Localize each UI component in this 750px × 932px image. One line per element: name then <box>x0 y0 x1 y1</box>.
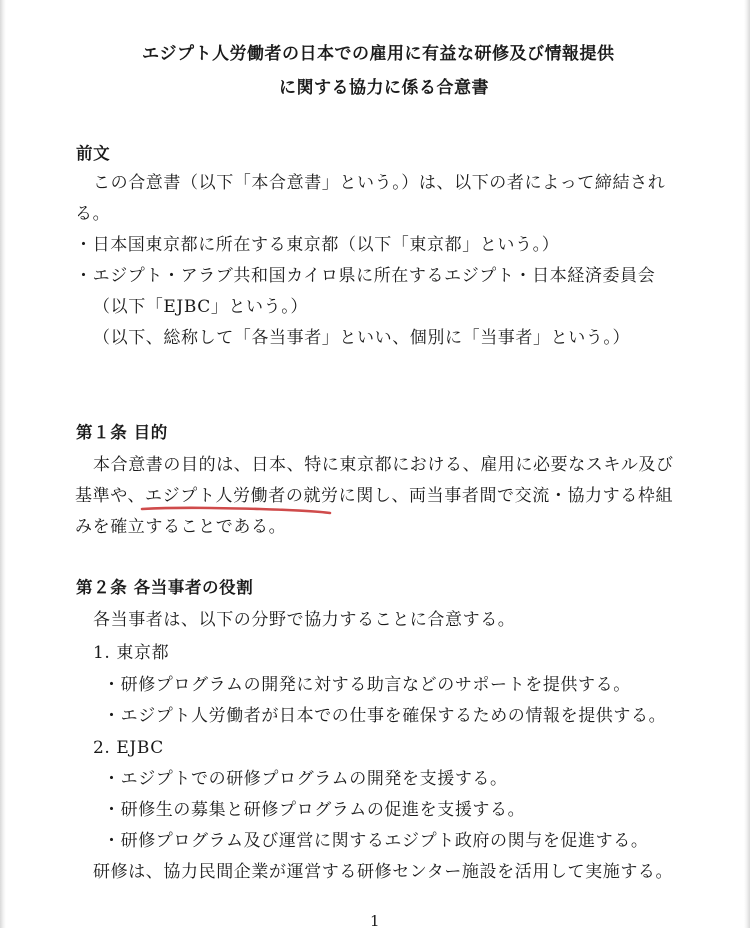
preamble-heading: 前文 <box>76 144 111 163</box>
preamble-party-2-line-1: ・エジプト・アラブ共和国カイロ県に所在するエジプト・日本経済委員会 <box>75 266 656 286</box>
article-1-line-1: 本合意書の目的は、日本、特に東京都における、雇用に必要なスキル及び <box>93 455 674 475</box>
preamble-party-2-line-2: （以下「EJBC」という。） <box>93 297 308 317</box>
article-2-closing: 研修は、協力民間企業が運営する研修センター施設を活用して実施する。 <box>93 862 674 882</box>
preamble-party-1: ・日本国東京都に所在する東京都（以下「東京都」という。） <box>75 235 560 255</box>
article-2-intro: 各当事者は、以下の分野で協力することに合意する。 <box>93 610 516 630</box>
article-2-item-1-label: 1. 東京都 <box>93 643 170 663</box>
article-1-heading: 第１条 目的 <box>76 423 168 442</box>
article-2-item-1-bullet-2: ・エジプト人労働者が日本での仕事を確保するための情報を提供する。 <box>103 706 667 726</box>
document-title-line-1: エジプト人労働者の日本での雇用に有益な研修及び情報提供 <box>142 44 615 64</box>
red-underline-annotation <box>140 504 332 516</box>
article-1-line-2: 基準や、エジプト人労働者の就労に関し、両当事者間で交流・協力する枠組 <box>75 486 674 506</box>
preamble-intro-line-1: この合意書（以下「本合意書」という。）は、以下の者によって締結され <box>93 173 666 193</box>
article-2-item-2-bullet-2: ・研修生の募集と研修プログラムの促進を支援する。 <box>103 800 526 820</box>
article-2-item-2-label: 2. EJBC <box>93 738 164 758</box>
article-2-item-2-bullet-3: ・研修プログラム及び運営に関するエジプト政府の関与を促進する。 <box>103 831 649 851</box>
article-2-item-1-bullet-1: ・研修プログラムの開発に対する助言などのサポートを提供する。 <box>103 675 631 695</box>
preamble-intro-line-2: る。 <box>75 204 111 224</box>
page-left-edge <box>0 0 6 928</box>
document-title-line-2: に関する協力に係る合意書 <box>279 78 489 98</box>
page-right-edge <box>744 0 750 928</box>
article-2-heading: 第２条 各当事者の役割 <box>76 578 254 597</box>
page-number: 1 <box>370 912 381 930</box>
article-1-line-3: みを確立することである。 <box>75 517 287 537</box>
preamble-collective-definition: （以下、総称して「各当事者」といい、個別に「当事者」という。） <box>93 328 631 348</box>
article-2-item-2-bullet-1: ・エジプトでの研修プログラムの開発を支援する。 <box>103 769 508 789</box>
